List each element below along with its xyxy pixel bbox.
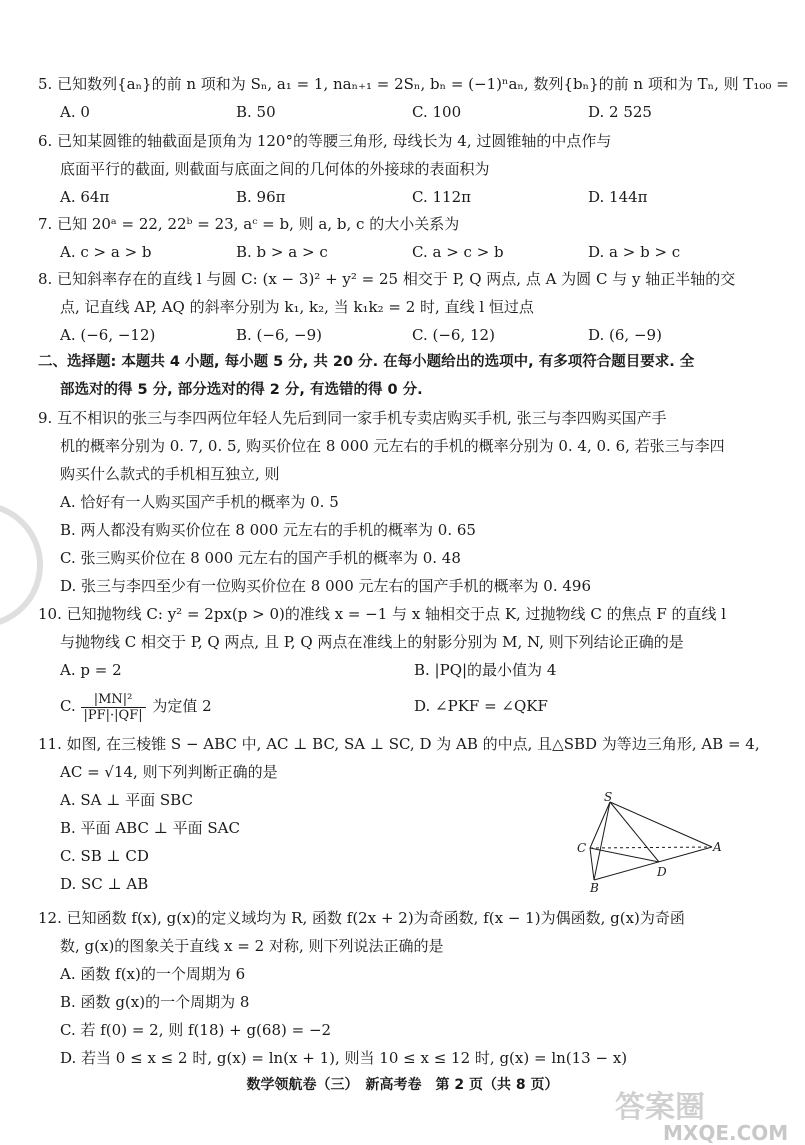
edge-sa [610,802,712,847]
stamp-icon [0,500,50,630]
question-7-stem: 7. 已知 20ᵃ = 22, 22ᵇ = 23, aᶜ = b, 则 a, b, c 的大小关系为 [38,215,460,233]
option-a: A. (−6, −12) [60,326,156,344]
option-c: C. a > c > b [412,243,504,261]
question-5 [38,70,789,126]
question-8-options [38,321,768,349]
option-d: D. 144π [588,188,648,206]
option-b: B. 50 [236,103,276,121]
question-5-options [38,98,768,126]
option-c: C. 112π [412,188,471,206]
watermark-logo-text: 答案圈 [615,1090,705,1125]
option-b: B. 平面 ABC ⊥ 平面 SAC [60,819,240,837]
option-d: D. a > b > c [588,243,681,261]
option-b: B. 两人都没有购买价位在 8 000 元左右的手机的概率为 0. 65 [60,521,476,539]
option-a: A. 函数 f(x)的一个周期为 6 [60,965,246,983]
option-c [60,684,414,728]
option-a: A. 恰好有一人购买国产手机的概率为 0. 5 [60,493,339,511]
question-8-stem: 8. 已知斜率存在的直线 l 与圆 C: (x − 3)² + y² = 25 相交于 P, Q 两点, 点 A 为圆 C 与 y 轴正半轴的交 [38,270,736,288]
question-6-stem-cont: 底面平行的截面, 则截面与底面之间的几何体的外接球的表面积为 [60,160,490,178]
option-d: D. (6, −9) [588,326,662,344]
option-b: B. 96π [236,188,286,206]
option-c: C. 100 [412,103,462,121]
question-9 [38,404,768,600]
question-6-options [38,183,768,211]
section-2-header [38,348,768,404]
question-10-stem: 10. 已知抛物线 C: y² = 2px(p > 0)的准线 x = −1 与 x 轴相交于点 K, 过抛物线 C 的焦点 F 的直线 l [38,605,727,623]
question-6-stem: 6. 已知某圆锥的轴截面是顶角为 120°的等腰三角形, 母线长为 4, 过圆锥轴的中点作与 [38,132,612,150]
option-d: D. 2 525 [588,103,652,121]
question-9-stem: 9. 互不相识的张三与李四两位年轻人先后到同一家手机专卖店购买手机, 张三与李四购买国产手 [38,409,667,427]
question-6 [38,127,768,211]
question-11-stem: 11. 如图, 在三棱锥 S − ABC 中, AC ⊥ BC, SA ⊥ SC, D 为 AB 的中点, 且△SBD 为等边三角形, AB = 4, [38,735,760,753]
option-b: B. |PQ|的最小值为 4 [414,661,557,679]
option-d: D. SC ⊥ AB [60,875,149,893]
option-b: B. b > a > c [236,243,328,261]
edge-sb [594,802,610,880]
option-a: A. SA ⊥ 平面 SBC [60,791,193,809]
question-10-stem-cont: 与抛物线 C 相交于 P, Q 两点, 且 P, Q 两点在准线上的射影分别为 M, N, 则下列结论正确的是 [60,633,684,651]
fraction-numerator: |MN|² [81,692,146,708]
question-12 [38,904,768,1072]
label-s: S [604,792,613,804]
question-10 [38,600,768,728]
question-8 [38,265,768,349]
section-2-line-1: 二、选择题: 本题共 4 小题, 每小题 5 分, 共 20 分. 在每小题给出的选项中, 有多项符合题目要求. 全 [38,354,695,370]
edge-cb [590,848,594,880]
question-9-stem-cont-2: 购买什么款式的手机相互独立, 则 [60,465,280,483]
question-12-stem: 12. 已知函数 f(x), g(x)的定义域均为 R, 函数 f(2x + 2)为奇函数, f(x − 1)为偶函数, g(x)为奇函 [38,909,685,927]
question-11-stem-cont: AC = √14, 则下列判断正确的是 [60,763,278,781]
watermark-logo-icon [585,1085,800,1143]
option-a: A. c > a > b [60,243,152,261]
edge-sc [590,802,610,848]
question-10-options-ab [38,656,768,684]
option-b: B. (−6, −9) [236,326,323,344]
page-footer: 数学领航卷（三） 新高考卷 第 2 页（共 8 页） [246,1077,559,1093]
question-5-stem: 5. 已知数列{aₙ}的前 n 项和为 Sₙ, a₁ = 1, naₙ₊₁ = 2Sₙ, bₙ = (−1)ⁿaₙ, 数列{bₙ}的前 n 项和为 Tₙ, 则 T₁₀₀ = [38,75,789,93]
option-a: A. p = 2 [60,661,122,679]
question-12-stem-cont: 数, g(x)的图象关于直线 x = 2 对称, 则下列说法正确的是 [60,937,444,955]
question-7-options [38,238,768,266]
option-c: C. (−6, 12) [412,326,495,344]
watermark-text: MXQE.COM [663,1121,789,1143]
option-c-label: C. [60,697,76,715]
edge-ca-hidden [590,847,712,848]
option-a: A. 64π [60,188,110,206]
label-b: B [590,881,599,892]
label-a: A [713,840,722,854]
option-c-suffix: 为定值 2 [152,697,212,715]
option-c: C. SB ⊥ CD [60,847,149,865]
question-7 [38,210,768,266]
section-2-line-2: 部选对的得 5 分, 部分选对的得 2 分, 有选错的得 0 分. [60,382,423,398]
question-10-options-cd [38,684,768,728]
option-a: A. 0 [60,103,90,121]
option-d: D. ∠PKF = ∠QKF [414,697,548,715]
label-d: D [657,865,667,879]
fraction [81,692,146,723]
option-c: C. 张三购买价位在 8 000 元左右的国产手机的概率为 0. 48 [60,549,461,567]
option-d: D. 张三与李四至少有一位购买价位在 8 000 元左右的国产手机的概率为 0. 496 [60,577,591,595]
option-c: C. 若 f(0) = 2, 则 f(18) + g(68) = −2 [60,1021,332,1039]
option-b: B. 函数 g(x)的一个周期为 8 [60,993,250,1011]
label-c: C [577,841,587,855]
tetrahedron-figure [562,792,722,892]
edge-sd [610,802,659,862]
question-9-stem-cont-1: 机的概率分别为 0. 7, 0. 5, 购买价位在 8 000 元左右的手机的概率分别为 0. 4, 0. 6, 若张三与李四 [60,437,725,455]
option-d: D. 若当 0 ≤ x ≤ 2 时, g(x) = ln(x + 1), 则当 10 ≤ x ≤ 12 时, g(x) = ln(13 − x) [60,1049,628,1067]
question-8-stem-cont: 点, 记直线 AP, AQ 的斜率分别为 k₁, k₂, 当 k₁k₂ = 2 时, 直线 l 恒过点 [60,298,534,316]
fraction-denominator: |PF|·|QF| [83,707,143,723]
